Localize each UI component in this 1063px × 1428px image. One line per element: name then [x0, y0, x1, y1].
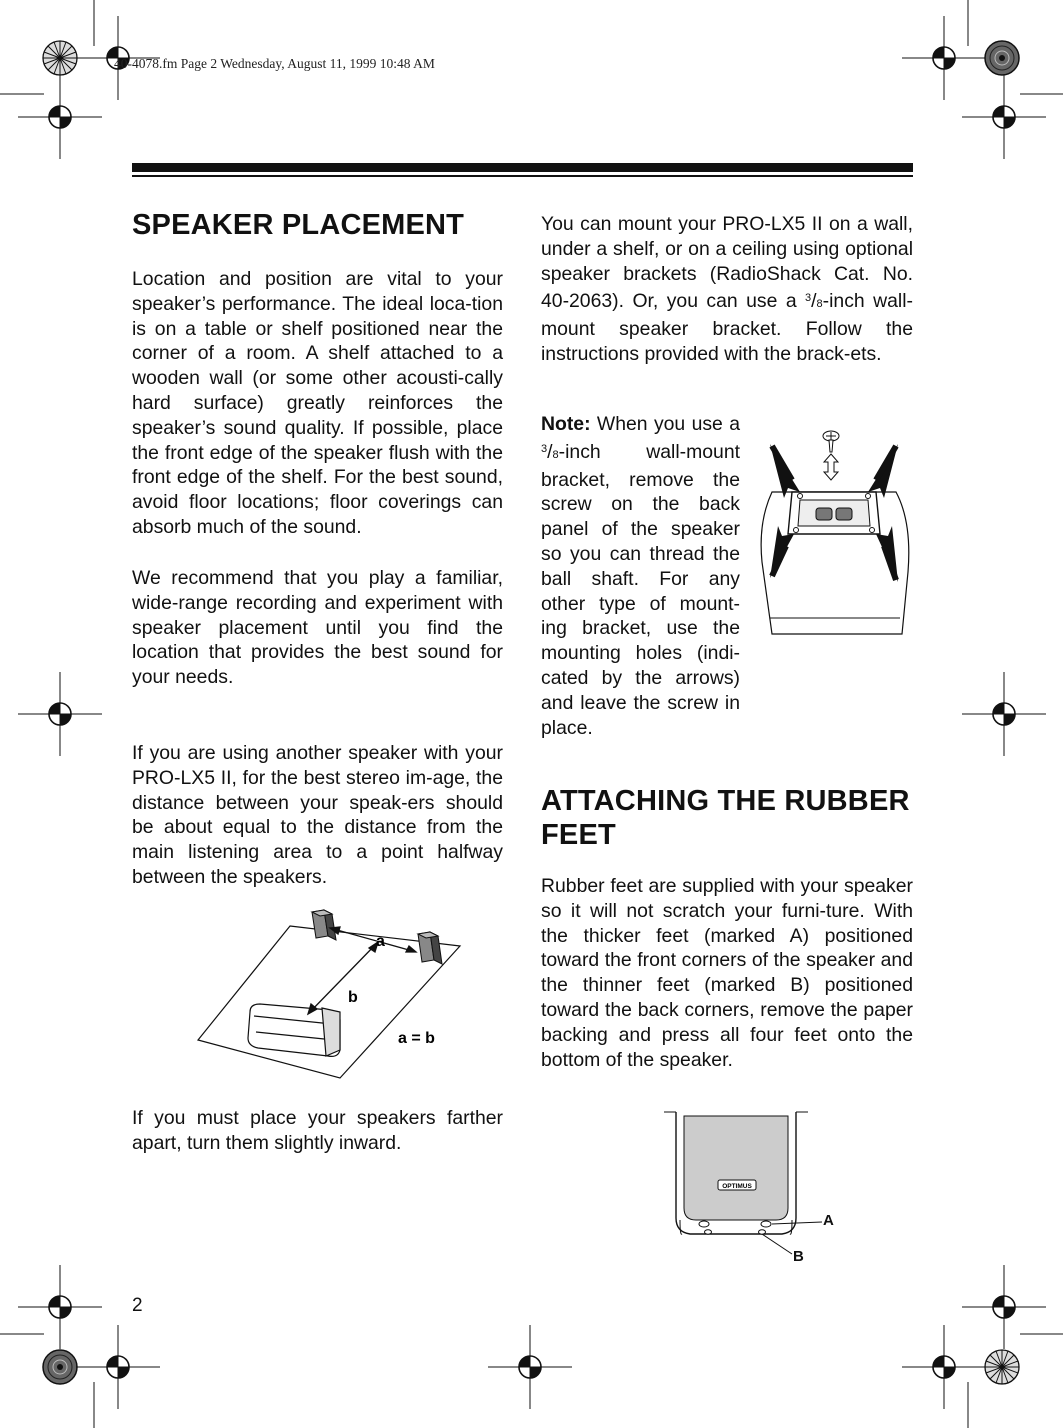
note-text-1: When you use a: [590, 413, 740, 435]
file-stamp: 40-4078.fm Page 2 Wednesday, August 11, 1999 10:48 AM: [114, 56, 435, 71]
fraction-three-eighths: $^3$/8: [805, 290, 823, 313]
label-thin-feet-b: B: [793, 1248, 804, 1265]
header-rule-thick: [132, 163, 913, 172]
fraction-numerator: 3: [805, 292, 812, 305]
paragraph-note: [541, 412, 740, 740]
mounting-plate: [788, 492, 880, 534]
right-speaker: [418, 932, 442, 964]
paragraph-stereo: If you are using another speaker with your PRO-LX5 II, for the best stereo im-age, the distance between your speak-ers should be about equal to the distance from the main listening area to a point halfway between the speakers.: [132, 742, 503, 888]
section-title-speaker-placement: SPEAKER PLACEMENT: [132, 209, 465, 241]
paragraph-location: Location and position are vital to your speaker’s performance. The ideal loca-tion is on a table or shelf positioned near the corner of a room. A shelf attached to a wooden wall (or some other acousti-cally hard surface) greatly reinforces the speaker’s sound quality. If possible, place the front edge of the speaker flush with the front edge of the shelf. For the best sound, avoid floor locations; floor coverings can absorb much of the sound.: [132, 268, 503, 538]
screw-icon: [823, 431, 839, 452]
leader-line-b: [762, 1234, 792, 1254]
leader-line-a: [772, 1222, 822, 1224]
section-title-rubber-feet: ATTACHING THE RUBBER FEET: [541, 785, 910, 851]
mounting-text-2: -inch wall-mount speaker bracket. Follow the instructions provided with the brack-ets.: [541, 290, 913, 365]
label-thick-feet-a: A: [823, 1212, 834, 1229]
note-fraction-numerator: 3: [541, 442, 548, 455]
paragraph-mounting: [541, 212, 913, 367]
fraction-denominator: 8: [816, 298, 823, 311]
placement-diagram: [190, 900, 480, 1080]
rubber-feet: [699, 1221, 771, 1234]
listening-couch: [248, 1004, 340, 1056]
paragraph-recommend: We recommend that you play a familiar, wide-range recording and experiment with speaker placement until you find the location that provides the best sound for your needs.: [132, 567, 503, 689]
page-number: 2: [132, 1295, 143, 1316]
left-speaker: [312, 910, 336, 940]
optimus-badge-text: OPTIMUS: [722, 1183, 752, 1190]
distance-b-line: [308, 942, 378, 1014]
label-a: a: [376, 933, 385, 950]
header-rule-thin: [132, 175, 913, 177]
back-panel-diagram: [752, 422, 917, 640]
rubber-feet-diagram: [662, 1108, 822, 1268]
note-text-2: -inch wall-mount bracket, remove the screw on the back panel of the speaker so you can thread the ball shaft. For any other type of mount-ing bracket, use the mounting holes (indi-cated by the arrows) and leave the screw in place.: [541, 440, 740, 739]
label-a-equals-b: a = b: [398, 1030, 435, 1047]
paragraph-farther-apart: If you must place your speakers farther apart, turn them slightly inward.: [132, 1107, 503, 1154]
note-fraction: $^3$/8: [541, 440, 559, 463]
label-b: b: [348, 989, 358, 1006]
up-down-arrow: [824, 454, 838, 480]
paragraph-rubber-feet: Rubber feet are supplied with your speaker so it will not scratch your furni-ture. With the thicker feet (marked A) positioned toward the front corners of the speaker and the thinner feet (marked B) positioned toward the back corners, remove the paper backing and press all four feet onto the bottom of the speaker.: [541, 875, 913, 1071]
mounting-text-1: You can mount your PRO-LX5 II on a wall, under a shelf, or on a ceiling using optional speaker brackets (RadioShack Cat. No. 40-2063). Or, you can use a: [541, 213, 913, 313]
note-label: Note:: [541, 413, 591, 435]
note-fraction-denominator: 8: [552, 448, 559, 461]
